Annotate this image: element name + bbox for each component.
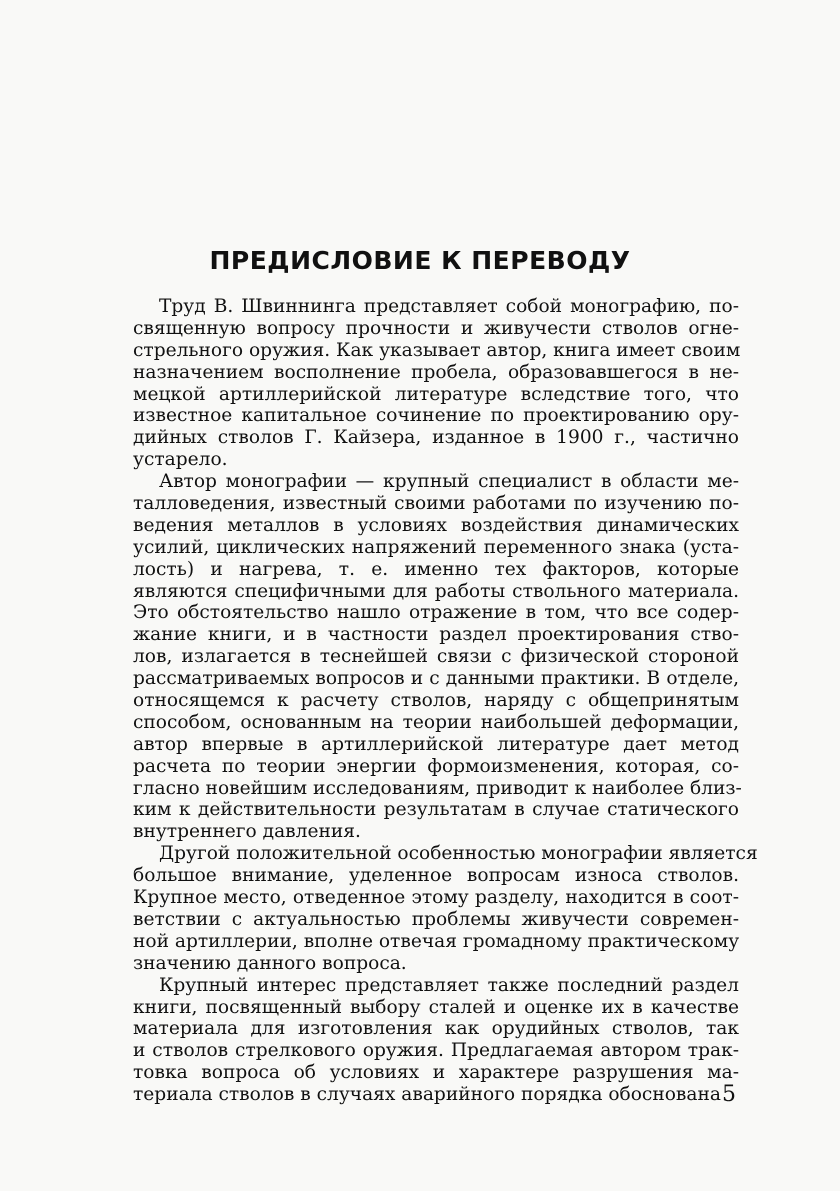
text-line: ветствии с актуальностью проблемы живучести современ- bbox=[133, 908, 739, 930]
text-line: Это обстоятельство нашло отражение в том, что все содер- bbox=[133, 602, 739, 624]
text-line: способом, основанным на теории наибольшей деформации, bbox=[133, 711, 739, 733]
text-line: рассматриваемых вопросов и с данными практики. В отделе, bbox=[133, 668, 739, 690]
text-line: являются специфичными для работы ствольного материала. bbox=[133, 580, 739, 602]
text-line: усилий, циклических напряжений переменного знака (уста- bbox=[133, 536, 739, 558]
text-line: материала для изготовления как орудийных стволов, так bbox=[133, 1018, 739, 1040]
text-line: большое внимание, уделенное вопросам износа стволов. bbox=[133, 865, 739, 887]
text-line: ким к действительности результатам в случае статического bbox=[133, 799, 739, 821]
text-line: Крупный интерес представляет также последний раздел bbox=[159, 974, 739, 996]
text-line: Автор монографии — крупный специалист в области ме- bbox=[159, 471, 739, 493]
text-line: териала стволов в случаях аварийного порядка обоснована bbox=[133, 1084, 721, 1106]
text-line: Другой положительной особенностью монографии является bbox=[159, 843, 758, 865]
text-line: лов, излагается в теснейшей связи с физической стороной bbox=[133, 646, 739, 668]
text-line: автор впервые в артиллерийской литературе дает метод bbox=[133, 733, 739, 755]
page-number: 5 bbox=[722, 1082, 736, 1107]
text-line: расчета по теории энергии формоизменения, которая, со- bbox=[133, 755, 739, 777]
text-line: значению данного вопроса. bbox=[133, 952, 407, 974]
chapter-title: ПРЕДИСЛОВИЕ К ПЕРЕВОДУ bbox=[209, 246, 631, 275]
text-line: известное капитальное сочинение по проектированию ору- bbox=[133, 405, 739, 427]
text-line: внутреннего давления. bbox=[133, 821, 361, 843]
text-line: и стволов стрелкового оружия. Предлагаемая автором трак- bbox=[133, 1040, 739, 1062]
text-line: относящемся к расчету стволов, наряду с общепринятым bbox=[133, 690, 739, 712]
text-line: гласно новейшим исследованиям, приводит к наиболее близ- bbox=[133, 777, 742, 799]
text-line: устарело. bbox=[133, 449, 228, 471]
text-line: талловедения, известный своими работами по изучению по- bbox=[133, 493, 739, 515]
text-line: дийных стволов Г. Кайзера, изданное в 1900 г., частично bbox=[133, 427, 739, 449]
text-line: товка вопроса об условиях и характере разрушения ма- bbox=[133, 1062, 739, 1084]
text-line: мецкой артиллерийской литературе вследствие того, что bbox=[133, 383, 739, 405]
text-line: священную вопросу прочности и живучести стволов огне- bbox=[133, 317, 739, 339]
body-text bbox=[133, 296, 758, 1106]
text-line: стрельного оружия. Как указывает автор, книга имеет своим bbox=[133, 339, 741, 361]
text-line: ведения металлов в условиях воздействия динамических bbox=[133, 514, 739, 536]
text-line: Крупное место, отведенное этому разделу, находится в соот- bbox=[133, 887, 739, 909]
text-line: ной артиллерии, вполне отвечая громадному практическому bbox=[133, 930, 740, 952]
text-line: книги, посвященный выбору сталей и оценке их в качестве bbox=[133, 996, 739, 1018]
text-line: Труд В. Швиннинга представляет собой монографию, по- bbox=[159, 296, 739, 317]
text-line: жание книги, и в частности раздел проектирования ство- bbox=[133, 624, 739, 646]
text-line: назначением восполнение пробела, образовавшегося в не- bbox=[133, 361, 739, 383]
text-line: лость) и нагрева, т. е. именно тех факторов, которые bbox=[133, 558, 739, 580]
